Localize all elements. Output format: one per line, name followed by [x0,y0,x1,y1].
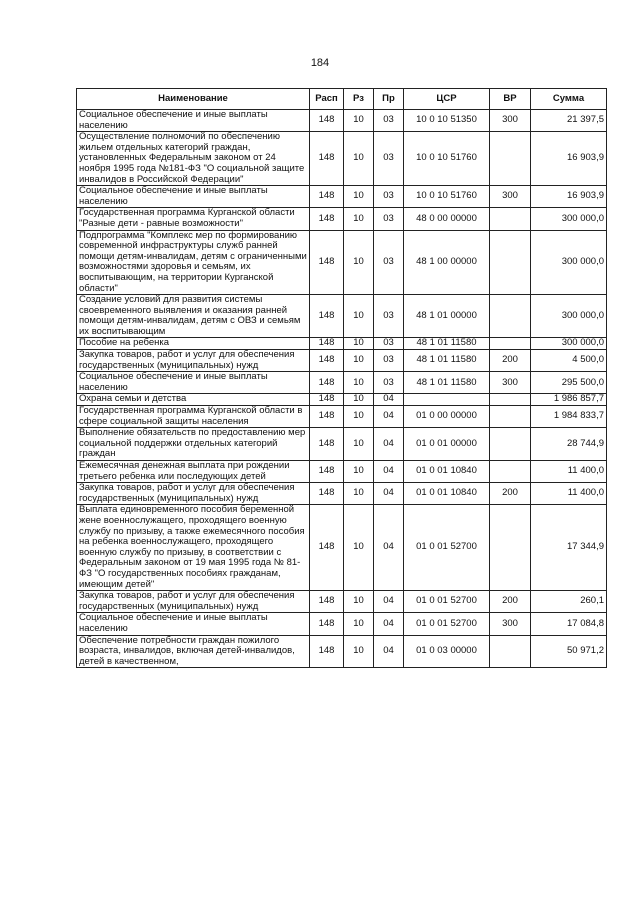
cell-sum: 11 400,0 [531,483,607,505]
cell-rasp: 148 [310,132,344,186]
cell-csr: 01 0 01 52700 [404,613,490,635]
cell-name: Выплата единовременного пособия беременной жене военнослужащего, проходящего военную службу по призыву, а также ежемесячного пособия на ребенка военнослужащего, проходящего военную службу по призыву, в соответствии с Федеральным законом от 19 мая 1995 года № 81-ФЗ "О государственных пособиях гражданам, имеющим детей" [77,505,310,591]
cell-pr: 03 [374,110,404,132]
cell-csr: 10 0 10 51350 [404,110,490,132]
cell-name: Социальное обеспечение и иные выплаты населению [77,186,310,208]
cell-vr [490,635,531,668]
cell-pr: 04 [374,613,404,635]
cell-csr: 48 1 01 00000 [404,295,490,338]
cell-pr: 04 [374,483,404,505]
cell-sum: 11 400,0 [531,461,607,483]
cell-sum: 1 986 857,7 [531,394,607,406]
cell-sum: 300 000,0 [531,230,607,295]
header-name: Наименование [77,89,310,110]
cell-rz: 10 [344,372,374,394]
cell-name: Ежемесячная денежная выплата при рождении третьего ребенка или последующих детей [77,461,310,483]
cell-csr: 48 1 00 00000 [404,230,490,295]
table-row [77,406,607,428]
cell-rz: 10 [344,428,374,461]
cell-name: Охрана семьи и детства [77,394,310,406]
cell-vr [490,505,531,591]
cell-vr: 300 [490,372,531,394]
cell-csr: 48 1 01 11580 [404,338,490,350]
cell-sum: 300 000,0 [531,208,607,230]
cell-pr: 04 [374,394,404,406]
cell-rz: 10 [344,350,374,372]
cell-csr: 01 0 01 10840 [404,483,490,505]
cell-pr: 03 [374,338,404,350]
cell-sum: 1 984 833,7 [531,406,607,428]
cell-vr [490,230,531,295]
cell-csr: 01 0 03 00000 [404,635,490,668]
table-body [77,110,607,668]
cell-name: Создание условий для развития системы своевременного выявления и оказания ранней помощи детям-инвалидам, детям с ОВЗ и семьям их воспитывающим [77,295,310,338]
cell-vr: 300 [490,613,531,635]
cell-pr: 03 [374,186,404,208]
cell-vr [490,394,531,406]
cell-vr [490,338,531,350]
cell-pr: 03 [374,230,404,295]
cell-csr: 01 0 00 00000 [404,406,490,428]
cell-csr: 01 0 01 52700 [404,591,490,613]
cell-name: Пособие на ребенка [77,338,310,350]
cell-csr: 10 0 10 51760 [404,186,490,208]
cell-rasp: 148 [310,483,344,505]
cell-sum: 16 903,9 [531,132,607,186]
cell-name: Подпрограмма "Комплекс мер по формированию современной инфраструктуры служб ранней помощи детям-инвалидам, детям с ограниченными возможностями здоровья и семьям, их воспитывающим, на территории Курганской области" [77,230,310,295]
cell-csr: 48 1 01 11580 [404,372,490,394]
cell-sum: 16 903,9 [531,186,607,208]
cell-pr: 04 [374,505,404,591]
budget-table [76,88,607,668]
cell-rasp: 148 [310,613,344,635]
cell-rz: 10 [344,295,374,338]
cell-rasp: 148 [310,394,344,406]
cell-vr [490,132,531,186]
cell-rz: 10 [344,461,374,483]
table-row [77,186,607,208]
cell-name: Закупка товаров, работ и услуг для обеспечения государственных (муниципальных) нужд [77,350,310,372]
cell-csr [404,394,490,406]
cell-sum: 295 500,0 [531,372,607,394]
table-row [77,591,607,613]
cell-sum: 260,1 [531,591,607,613]
header-vr: ВР [490,89,531,110]
cell-pr: 03 [374,132,404,186]
cell-rasp: 148 [310,110,344,132]
cell-csr: 01 0 01 10840 [404,461,490,483]
cell-rz: 10 [344,338,374,350]
cell-rasp: 148 [310,295,344,338]
cell-vr [490,428,531,461]
cell-name: Государственная программа Курганской области "Разные дети - равные возможности" [77,208,310,230]
cell-name: Закупка товаров, работ и услуг для обеспечения государственных (муниципальных) нужд [77,483,310,505]
table-row [77,350,607,372]
cell-sum: 17 084,8 [531,613,607,635]
cell-pr: 04 [374,591,404,613]
cell-csr: 48 1 01 11580 [404,350,490,372]
cell-name: Обеспечение потребности граждан пожилого возраста, инвалидов, включая детей-инвалидов, детей в качественном, [77,635,310,668]
table-row [77,613,607,635]
cell-rz: 10 [344,394,374,406]
cell-vr [490,406,531,428]
cell-rasp: 148 [310,230,344,295]
cell-pr: 04 [374,635,404,668]
cell-name: Государственная программа Курганской области в сфере социальной защиты населения [77,406,310,428]
cell-rz: 10 [344,230,374,295]
cell-rz: 10 [344,635,374,668]
table-row [77,208,607,230]
cell-pr: 03 [374,208,404,230]
cell-pr: 03 [374,372,404,394]
cell-rz: 10 [344,483,374,505]
cell-name: Социальное обеспечение и иные выплаты населению [77,372,310,394]
cell-sum: 300 000,0 [531,338,607,350]
table-row [77,338,607,350]
table-row [77,505,607,591]
header-row [77,89,607,110]
cell-pr: 03 [374,295,404,338]
cell-vr [490,461,531,483]
table-row [77,110,607,132]
cell-name: Закупка товаров, работ и услуг для обеспечения государственных (муниципальных) нужд [77,591,310,613]
cell-csr: 48 0 00 00000 [404,208,490,230]
cell-pr: 03 [374,350,404,372]
cell-rz: 10 [344,186,374,208]
cell-sum: 21 397,5 [531,110,607,132]
cell-pr: 04 [374,406,404,428]
cell-name: Осуществление полномочий по обеспечению жильем отдельных категорий граждан, установленных Федеральным законом от 24 ноября 1995 года №181-ФЗ "О социальной защите инвалидов в Российской Федерации" [77,132,310,186]
cell-rasp: 148 [310,505,344,591]
cell-rasp: 148 [310,406,344,428]
cell-vr: 200 [490,591,531,613]
table-row [77,394,607,406]
cell-rasp: 148 [310,208,344,230]
header-sum: Сумма [531,89,607,110]
cell-rasp: 148 [310,350,344,372]
cell-rz: 10 [344,208,374,230]
table-row [77,461,607,483]
cell-vr: 200 [490,350,531,372]
cell-rasp: 148 [310,461,344,483]
table-row [77,230,607,295]
header-csr: ЦСР [404,89,490,110]
cell-rasp: 148 [310,372,344,394]
cell-csr: 10 0 10 51760 [404,132,490,186]
cell-rz: 10 [344,613,374,635]
cell-name: Социальное обеспечение и иные выплаты населению [77,613,310,635]
cell-rz: 10 [344,406,374,428]
cell-sum: 17 344,9 [531,505,607,591]
header-pr: Пр [374,89,404,110]
cell-vr: 300 [490,186,531,208]
cell-rasp: 148 [310,186,344,208]
cell-vr: 200 [490,483,531,505]
cell-vr: 300 [490,110,531,132]
table-row [77,132,607,186]
cell-sum: 4 500,0 [531,350,607,372]
cell-pr: 04 [374,428,404,461]
cell-vr [490,295,531,338]
table-row [77,428,607,461]
cell-name: Выполнение обязательств по предоставлению мер социальной поддержки отдельных категорий граждан [77,428,310,461]
cell-csr: 01 0 01 00000 [404,428,490,461]
table-row [77,483,607,505]
header-rasp: Расп [310,89,344,110]
cell-pr: 04 [374,461,404,483]
cell-rz: 10 [344,110,374,132]
cell-sum: 300 000,0 [531,295,607,338]
cell-rz: 10 [344,505,374,591]
table-row [77,372,607,394]
cell-name: Социальное обеспечение и иные выплаты населению [77,110,310,132]
cell-rasp: 148 [310,591,344,613]
cell-vr [490,208,531,230]
table-row [77,635,607,668]
header-rz: Рз [344,89,374,110]
cell-sum: 50 971,2 [531,635,607,668]
cell-rz: 10 [344,132,374,186]
cell-rasp: 148 [310,338,344,350]
cell-rasp: 148 [310,428,344,461]
page-number: 184 [310,57,330,69]
cell-sum: 28 744,9 [531,428,607,461]
cell-csr: 01 0 01 52700 [404,505,490,591]
cell-rz: 10 [344,591,374,613]
table-row [77,295,607,338]
cell-rasp: 148 [310,635,344,668]
